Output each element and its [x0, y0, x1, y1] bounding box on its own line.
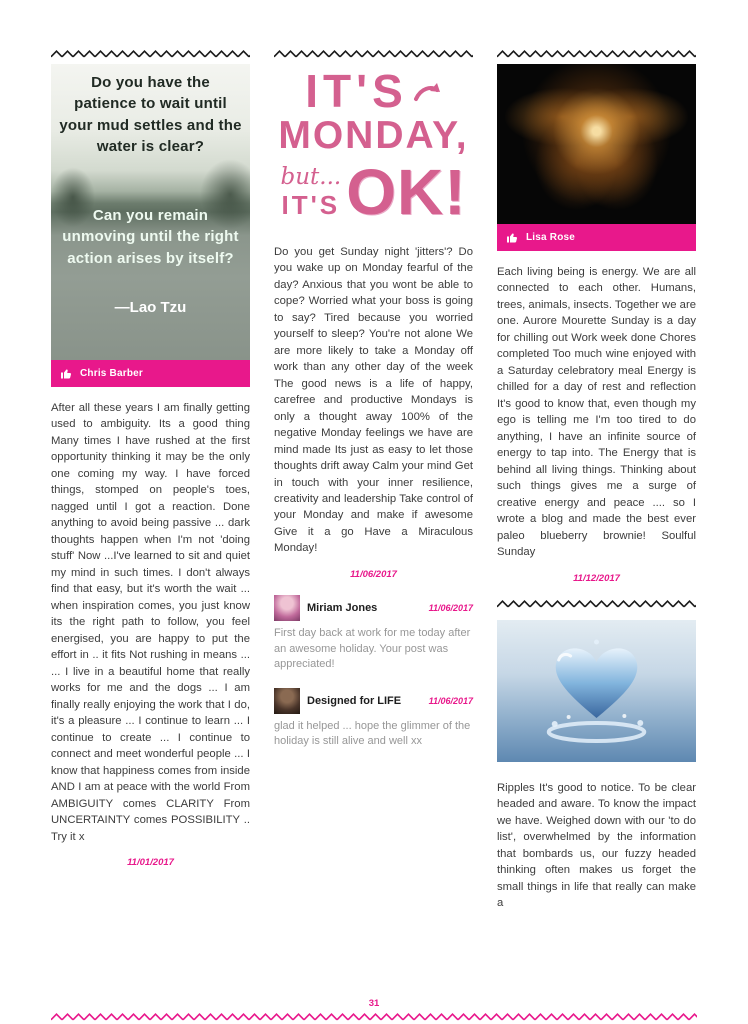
monday-art-but-its — [280, 165, 341, 219]
page-number: 31 — [368, 998, 380, 1009]
comment-date: 11/06/2017 — [428, 695, 473, 706]
comment-designed-for-life — [274, 688, 473, 750]
avatar-miriam-jones — [274, 595, 300, 621]
thumbs-up-icon — [60, 367, 73, 380]
author-banner-lisa-rose — [497, 224, 696, 251]
monday-typography-art — [274, 64, 473, 236]
quote-text-light: Can you remain unmoving until the right action arises by itself? — [62, 207, 239, 267]
post-body-left: After all these years I am finally getting used to ambiguity. Its a good thing Many times I have rushed at the first opportunity thinking it may be the only one coming my way. I have forced things, stomped on people's toes, nagged until I got a reaction. Done anything to avoid being passive ... dark thoughts happen when I'm not 'doing stuff' Now ...I've learned to sit and quiet my mind in such times. I don't always find that easy, but it's worth the wait ... when inspiration comes, you just know its the right path to follow, you feel energised, you are happy to put the effort in .. it fits Not rushing in means ... ... I live in a beautiful home that really works for me and the dogs ... I am finally really enjoying the work that I do, it's a pleasure ... I continue to learn ... I continue to create ... I continue to connect and meet wonderful people ... I know that happiness comes from inside AND I am at peace with the world From AMBIGUITY comes CLARITY From UNCERTAINTY comes POSSIBILITY .. Try it x — [51, 402, 250, 843]
avatar-designed-for-life — [274, 688, 300, 714]
monday-art-ok: OK! — [346, 155, 467, 228]
zigzag-border-top-right — [497, 50, 696, 58]
water-heart-photo — [497, 620, 696, 762]
zigzag-divider-right — [497, 600, 696, 608]
commenter-name: Designed for LIFE — [307, 694, 402, 707]
post-date-middle: 11/06/2017 — [350, 568, 397, 580]
comment-miriam-jones — [274, 595, 473, 673]
comment-header — [274, 595, 473, 621]
quote-attribution: —Lao Tzu — [114, 299, 187, 317]
monday-art-line3 — [274, 155, 473, 228]
thumbs-up-icon — [506, 231, 519, 244]
author-name: Chris Barber — [80, 368, 143, 379]
curved-arrow-doodle-icon — [412, 68, 442, 114]
monday-art-but: but... — [280, 164, 342, 191]
zigzag-border-top-left — [51, 50, 250, 58]
lake-quote-photo — [51, 64, 250, 360]
monday-art-its2: IT'S — [281, 189, 341, 220]
zigzag-border-bottom — [51, 1013, 697, 1021]
post-date-right: 11/12/2017 — [573, 572, 620, 584]
post-body-right: Each living being is energy. We are all connected to each other. Humans, trees, animals, insects. Together we are one. Aurore Mourette Sunday is a day for chilling out Work week done Chores completed Too much wine enjoyed with a Saturday celebratory meal Energy is chilled for a day of rest and reflection It's good to know that, even though my ego is telling me I'm too tired to do anything, I have an infinite source of energy to tap into. The Energy that is behind all living things. Thinking about such things gives me a surge of creative energy and peace .... so I wrote a blog and made the best ever paleo blueberry brownie! Soulful Sunday — [497, 266, 696, 559]
commenter-name: Miriam Jones — [307, 601, 378, 614]
quote-text-dark: Do you have the patience to wait until your mud settles and the water is clear? — [59, 74, 242, 155]
zigzag-border-top-middle — [274, 50, 473, 58]
comment-text: glad it helped ... hope the glimmer of the holiday is still alive and well xx — [274, 719, 471, 748]
post-body-right-2: Ripples It's good to notice. To be clear headed and aware. To know the impact we have. Weighed down with our 'to do list', overwhelmed by the information that bombards us, our fuzzy headed thinking often makes us forget the small things in life that really can make a — [497, 781, 696, 910]
post-date-left: 11/01/2017 — [127, 857, 174, 869]
comment-date: 11/06/2017 — [428, 602, 473, 613]
comment-text: First day back at work for me today after an awesome holiday. Your post was appreciated! — [274, 626, 471, 671]
author-name: Lisa Rose — [526, 232, 576, 243]
column-left — [51, 50, 250, 912]
monday-art-line1 — [274, 65, 473, 117]
comment-header — [274, 688, 473, 714]
monday-art-line2: MONDAY, — [278, 114, 469, 157]
post-body-middle: Do you get Sunday night 'jitters'? Do you wake up on Monday fearful of the day? Anxious that you wont be able to cope? Worried what your boss is going to say? Tired because you worried yourself to sleep? You're not alone We are more likely to take a Monday off work than any other day of the week The good news is a life of happy, carefree and productive Mondays is only a thought away 100% of the negative Monday feelings we have are mind made Its just as easy to let those thoughts drift away Calm your mind Get in touch with your inner resilience, creativity and leadership Take control of your Monday and make if awesome Give it a go Have a Miraculous Monday! — [274, 245, 473, 555]
water-heart-graphic — [497, 620, 696, 762]
fractal-art-photo — [497, 64, 696, 224]
column-right — [497, 50, 696, 912]
author-banner-chris-barber — [51, 360, 250, 387]
columns — [51, 50, 697, 912]
column-middle — [274, 50, 473, 912]
monday-art-its: IT'S — [305, 65, 408, 117]
